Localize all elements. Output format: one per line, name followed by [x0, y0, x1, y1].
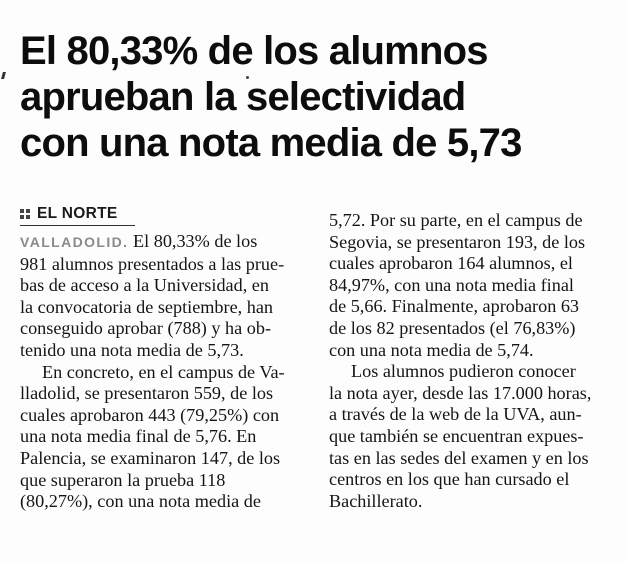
paragraph-line: Segovia, se presentaron 193, de los [329, 231, 586, 252]
byline-source: EL NORTE [37, 205, 118, 223]
paragraph-line: tas en las sedes del examen y en los [329, 447, 589, 468]
article-column-right [329, 210, 614, 512]
paragraph-line: 5,72. Por su parte, en el campus de [329, 210, 583, 230]
headline-line-3: con una nota media de 5,73 [20, 121, 522, 165]
paragraph-3 [329, 361, 614, 512]
paragraph-line: bas de acceso a la Universidad, en [20, 275, 269, 296]
byline [20, 205, 135, 226]
paragraph-line: Palencia, se examinaron 147, de los [20, 447, 281, 468]
paragraph-line: Los alumnos pudieron conocer [351, 361, 576, 382]
paragraph-line: la nota ayer, desde las 17.000 horas, [329, 382, 592, 403]
article-column-left [20, 205, 308, 513]
paragraph-line: Bachillerato. [329, 490, 423, 511]
paragraph-line-text: El 80,33% de los [133, 231, 258, 251]
article-headline [20, 28, 620, 166]
paragraph-line: cuales aprobaron 164 alumnos, el [329, 253, 573, 274]
headline-line-2: aprueban la selectividad [20, 75, 466, 119]
paragraph-line [20, 231, 308, 254]
paragraph-line: 84,97%, con una nota media final [329, 274, 574, 295]
paragraph-line: de los 82 presentados (el 76,83%) [329, 317, 576, 338]
paragraph-line: tenido una nota media de 5,73. [20, 339, 244, 360]
paragraph-line: lladolid, se presentaron 559, de los [20, 383, 274, 404]
paragraph-line: con una nota media de 5,74. [329, 339, 534, 360]
paragraph-line: (80,27%), con una nota media de [20, 491, 261, 512]
headline-line-1: El 80,33% de los alumnos [20, 29, 488, 73]
dateline: VALLADOLID. [20, 234, 129, 250]
paragraph-line: 981 alumnos presentados a las prue- [20, 253, 285, 274]
paragraph-line: conseguido aprobar (788) y ha ob- [20, 318, 272, 339]
paragraph-line: En concreto, en el campus de Va- [42, 361, 285, 382]
paragraph-line: a través de la web de la UVA, aun- [329, 404, 582, 425]
paragraph-line: la convocatoria de septiembre, han [20, 296, 273, 317]
paragraph-line: de 5,66. Finalmente, aprobaron 63 [329, 296, 580, 317]
byline-squares-icon [20, 209, 30, 219]
paragraph-line: que también se encuentran expues- [329, 425, 584, 446]
paragraph-line: centros en los que han cursado el [329, 469, 570, 490]
paragraph-line: cuales aprobaron 443 (79,25%) con [20, 404, 280, 425]
paragraph-1 [20, 231, 308, 362]
paragraph-2 [20, 362, 308, 513]
scan-edge-mark [1, 72, 6, 79]
paragraph-line: que superaron la prueba 118 [20, 469, 226, 490]
paragraph-2-continued [329, 210, 614, 361]
paragraph-line: una nota media final de 5,76. En [20, 426, 257, 447]
